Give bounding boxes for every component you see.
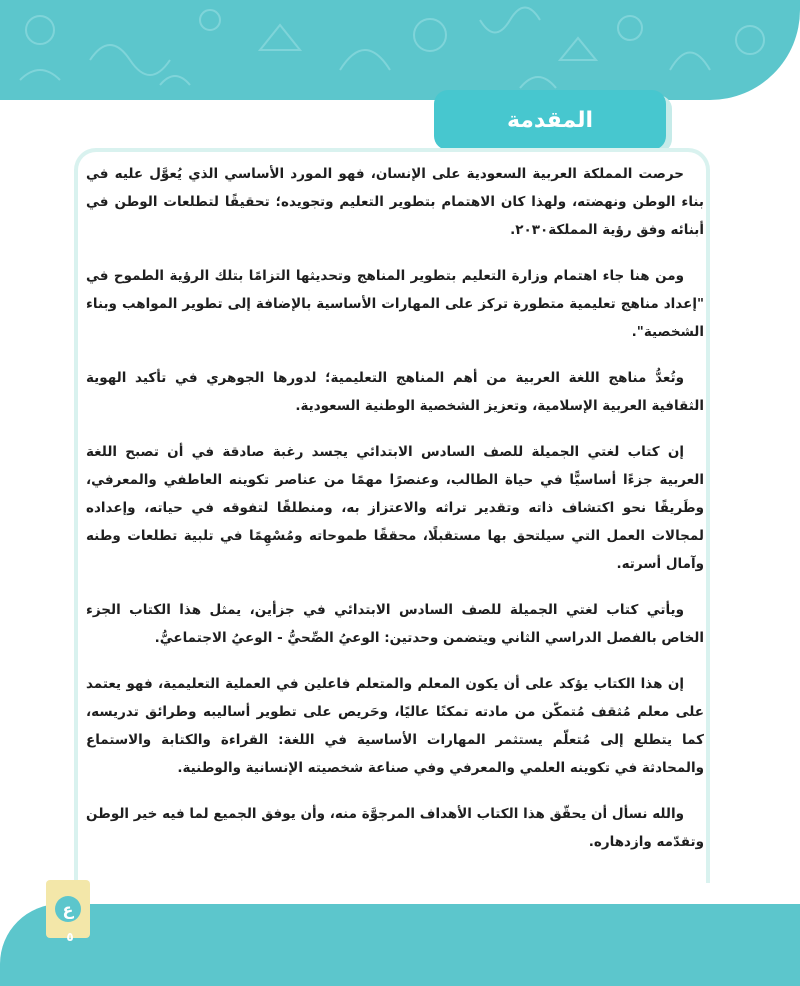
paragraph-4: إن كتاب لغتي الجميلة للصف السادس الابتدائي يجسد رغبة صادقة في أن تصبح اللغة العربية جزءًا أساسيًّا في حياة الطالب، وعنصرًا مهمًا من عناصر تكوينه العاطفي والمعرفي، وطَريقًا نحو اكتشاف ذاته وتقدير تراثه والاعتزاز به، ومنطلقًا لتفوقه في حياته، وإعداده لمجالات العمل التي سيلتحق بها مستقبلًا، محققًا طموحاته ومُسْهِمًا في تلبية تطلعات وطنه وآمال أسرته. — [86, 444, 704, 572]
footer-band — [0, 904, 800, 986]
paragraph-2: ومن هنا جاء اهتمام وزارة التعليم بتطوير المناهج وتحديثها التزامًا بتلك الرؤية الطموح في "إعداد مناهج تعليمية متطورة تركز على المهارات الأساسية بالإضافة إلى تطوير المواهب وبناء الشخصية". — [86, 268, 704, 340]
logo-icon — [55, 896, 81, 922]
intro-text — [86, 160, 704, 874]
paragraph-3: وتُعدُّ مناهج اللغة العربية من أهم المناهج التعليمية؛ لدورها الجوهري في تأكيد الهوية الثقافية العربية الإسلامية، وتعزيز الشخصية الوطنية السعودية. — [86, 370, 704, 414]
section-title-box — [434, 90, 666, 150]
paragraph-7: والله نسأل أن يحقّق هذا الكتاب الأهداف المرجوَّة منه، وأن يوفق الجميع لما فيه خير الوطن وتقدّمه وازدهاره. — [86, 806, 704, 850]
paragraph-6: إن هذا الكتاب يؤكد على أن يكون المعلم والمتعلم فاعلين في العملية التعليمية، فهو يعتمد على معلم مُثقف مُتمكّن من مادته تمكنًا عاليًا، وحَريص على تطوير أساليبه وطرائق تدريسه، كما يتطلع إلى مُتعلّم يستثمر المهارات الأساسية في اللغة: القراءة والكتابة والاستماع والمحادثة في تكوينه العلمي والمعرفي وفي صناعة شخصيته الإنسانية والوطنية. — [86, 676, 704, 776]
page-number: ٥ — [66, 930, 74, 944]
header-band — [0, 0, 800, 100]
paragraph-5: ويأتي كتاب لغتي الجميلة للصف السادس الابتدائي في جزأين، يمثل هذا الكتاب الجزء الخاص بالفصل الدراسي الثاني ويتضمن وحدتين: الوعيُ الصِّحيُّ - الوعيُ الاجتماعيُّ. — [86, 602, 704, 646]
logo-letter: ع — [62, 899, 74, 919]
paragraph-1: حرصت المملكة العربية السعودية على الإنسان، فهو المورد الأساسي الذي يُعوَّل عليه في بناء الوطن ونهضته، ولهذا كان الاهتمام بتطوير التعليم وتجويده؛ تحقيقًا لتطلعات الوطن في أبنائه وفق رؤية المملكة٢٠٣٠. — [86, 166, 704, 238]
decorative-pattern — [0, 0, 800, 100]
page-title: المقدمة — [506, 107, 594, 133]
